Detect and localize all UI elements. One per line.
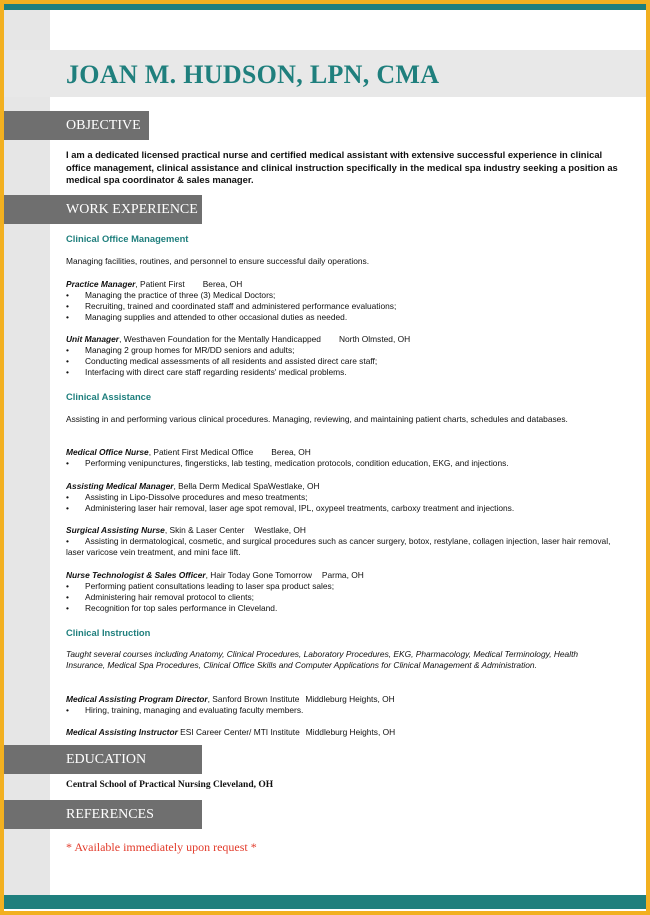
objective-text: I am a dedicated licensed practical nurse and certified medical assistant with extensive successful experience in clinical office management, clinical assistance and clinical instruction specifically in the medical spa industry seeking a position as medical spa coordinator & sales manager. [66,149,618,185]
list-item: • Administering hair removal protocol to clients; [66,592,618,603]
job-unit-manager [66,334,618,378]
job-title-line: Medical Office Nurse, Patient First Medical Office Berea, OH [66,447,311,457]
top-accent-bar [4,4,646,10]
list-item: • Hiring, training, managing and evaluating faculty members. [66,705,618,716]
references-note: * Available immediately upon request * [66,840,257,854]
job-assisting-medical-manager [66,481,618,514]
subsection-management-title: Clinical Office Management [66,233,189,244]
bottom-accent-bar [4,895,646,909]
list-item: • Assisting in dermatological, cosmetic, and surgical procedures such as cancer surgery, botox, restylane, collagen injection, laser hair removal, laser varicose vein treatment, and mini face lift. [66,536,611,557]
job-nurse-technologist [66,570,618,614]
list-item: • Conducting medical assessments of all residents and assisted direct care staff; [66,356,618,367]
list-item: • Administering laser hair removal, laser age spot removal, IPL, oxypeel treatments, carboxy treatment and injections. [66,503,618,514]
candidate-name: JOAN M. HUDSON, LPN, CMA [66,60,440,89]
list-item: • Managing supplies and attended to other occasional duties as needed. [66,312,618,323]
work-experience-heading: WORK EXPERIENCE [4,195,202,224]
references-heading: REFERENCES [4,800,202,829]
list-item: • Managing 2 group homes for MR/DD seniors and adults; [66,345,618,356]
list-item: • Performing patient consultations leading to laser spa product sales; [66,581,618,592]
job-title-line: Medical Assisting Program Director, Sanford Brown Institute Middleburg Heights, OH [66,694,395,704]
assistance-summary: Assisting in and performing various clinical procedures. Managing, reviewing, and maintaining patient charts, schedules and databases. [66,414,568,424]
list-item: • Performing venipunctures, fingersticks, lab testing, medication protocols, condition education, EKG, and injections. [66,458,618,469]
job-title-line: Surgical Assisting Nurse, Skin & Laser Center Westlake, OH [66,525,306,535]
job-title-line: Nurse Technologist & Sales Officer, Hair Today Gone Tomorrow Parma, OH [66,570,364,580]
management-summary: Managing facilities, routines, and personnel to ensure successful daily operations. [66,256,370,266]
education-school: Central School of Practical Nursing Cleveland, OH [66,780,274,790]
job-title-line: Medical Assisting Instructor ESI Career Center/ MTI Institute Middleburg Heights, OH [66,727,396,737]
list-item: • Interfacing with direct care staff regarding residents' medical problems. [66,367,618,378]
instruction-summary: Taught several courses including Anatomy, Clinical Procedures, Laboratory Procedures, EKG, Pharmacology, Medical Terminology, Health Insurance, Medical Spa Procedures, Clinical Office Skills and Computer Applications for Clinical Management & Administration. [66,649,579,670]
list-item: • Managing the practice of three (3) Medical Doctors; [66,290,618,301]
job-title-line: Unit Manager, Westhaven Foundation for the Mentally Handicapped North Olmsted, OH [66,334,411,344]
education-heading: EDUCATION [4,745,202,774]
subsection-instruction-title: Clinical Instruction [66,627,151,638]
job-program-director [66,694,618,716]
job-medical-office-nurse [66,447,618,469]
job-title-line: Practice Manager, Patient First Berea, OH [66,279,243,289]
list-item: • Recognition for top sales performance in Cleveland. [66,603,618,614]
list-item: • Recruiting, trained and coordinated staff and administered performance evaluations; [66,301,618,312]
job-title-line: Assisting Medical Manager, Bella Derm Medical SpaWestlake, OH [66,481,320,491]
objective-heading: OBJECTIVE [4,111,149,140]
job-assisting-instructor [66,727,618,738]
list-item: • Assisting in Lipo-Dissolve procedures and meso treatments; [66,492,618,503]
job-practice-manager [66,279,618,323]
job-surgical-assisting-nurse [66,525,618,558]
subsection-assistance-title: Clinical Assistance [66,391,152,402]
